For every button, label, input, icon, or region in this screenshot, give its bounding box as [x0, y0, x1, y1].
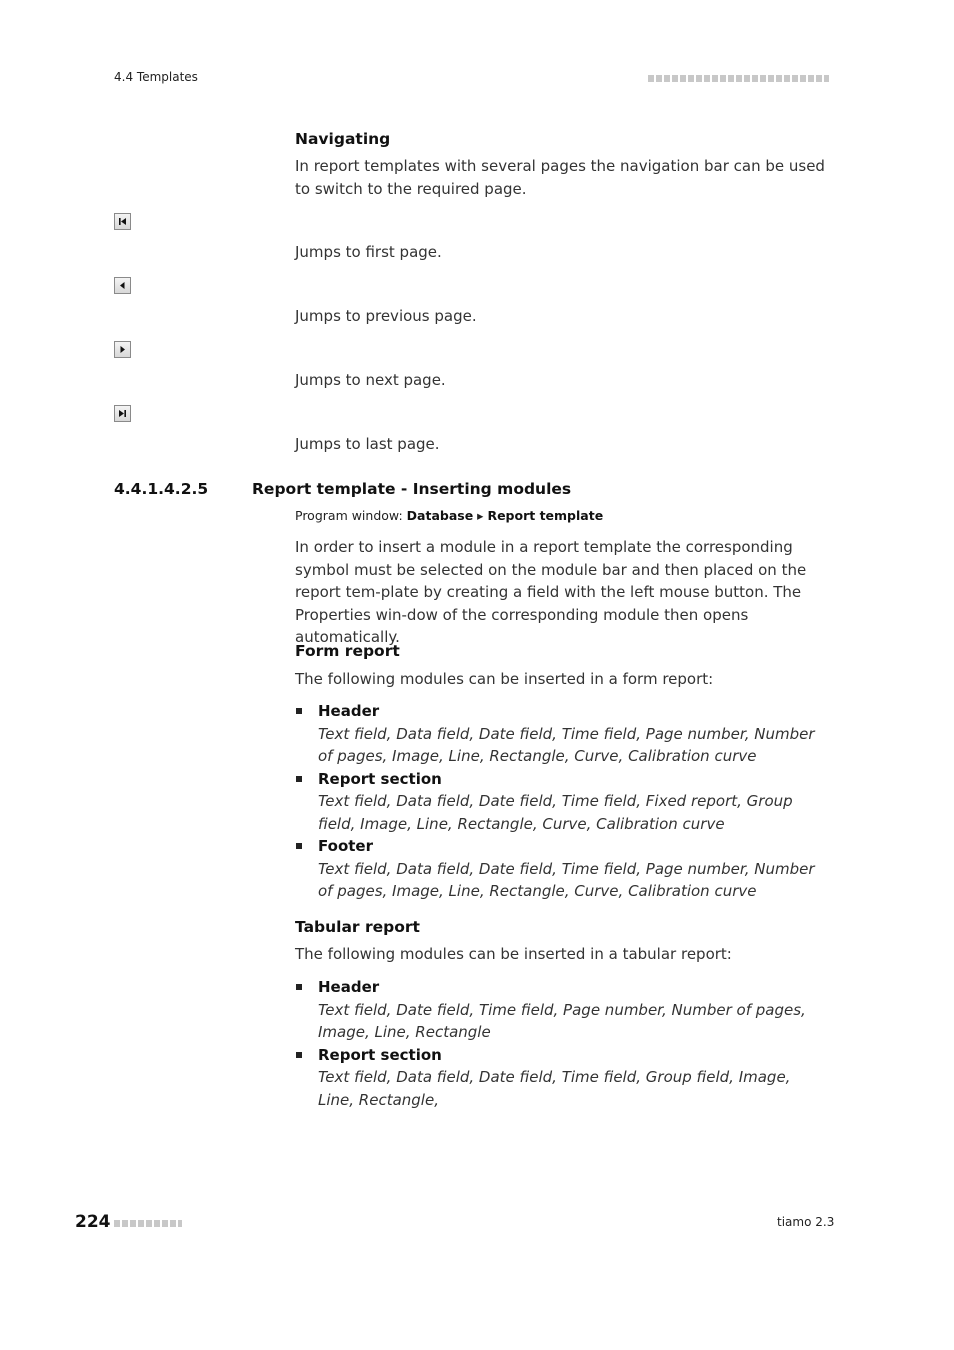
program-window-report-template: Report template — [487, 508, 604, 523]
list-item — [295, 976, 830, 1044]
bullet-icon — [296, 708, 302, 714]
list-item — [295, 1044, 830, 1112]
section-title: Report template - Inserting modules — [252, 480, 572, 498]
header-decoration — [648, 75, 829, 82]
next-page-icon[interactable] — [114, 341, 131, 358]
module-name: Footer — [318, 837, 373, 855]
form-report-intro: The following modules can be inserted in a form report: — [295, 670, 714, 688]
section-intro: In order to insert a module in a report template the corresponding symbol must be selected on the module bar and then placed on the report tem-plate by creating a field with the left mouse button. The Properties win-dow of the corresponding module then opens automatically. — [295, 538, 807, 646]
first-page-description: Jumps to first page. — [295, 243, 442, 261]
bullet-icon — [296, 843, 302, 849]
module-name: Header — [318, 702, 380, 720]
module-name: Report section — [318, 1045, 442, 1064]
last-page-description: Jumps to last page. — [295, 435, 440, 453]
previous-page-description: Jumps to previous page. — [295, 307, 477, 325]
bullet-icon — [296, 776, 302, 782]
program-window-path — [295, 508, 603, 523]
tabular-report-heading: Tabular report — [295, 918, 420, 936]
module-items: Text field, Data field, Date field, Time field, Page number, Number of pages, Image, Line, Rectangle, Curve, Calibration curve — [318, 724, 815, 765]
first-page-icon[interactable] — [114, 213, 131, 230]
list-item — [295, 700, 830, 768]
navigating-heading: Navigating — [295, 130, 391, 148]
tabular-report-intro: The following modules can be inserted in a tabular report: — [295, 945, 732, 963]
next-page-description: Jumps to next page. — [295, 371, 446, 389]
module-items: Text field, Data field, Date field, Time field, Page number, Number of pages, Image, Line, Rectangle, Curve, Calibration curve — [318, 859, 815, 900]
footer-decoration — [114, 1220, 182, 1227]
page-number: 224 — [75, 1212, 111, 1232]
bullet-icon — [296, 984, 302, 990]
tabular-report-module-list — [295, 976, 830, 1111]
path-separator: ▸ — [477, 508, 484, 523]
last-page-icon[interactable] — [114, 405, 131, 422]
list-item — [295, 835, 830, 903]
module-items: Text field, Data field, Date field, Time field, Group field, Image, Line, Rectangle, — [318, 1068, 791, 1109]
form-report-module-list — [295, 700, 830, 903]
list-item — [295, 768, 830, 836]
module-items: Text field, Data field, Date field, Time field, Fixed report, Group field, Image, Line, Rectangle, Curve, Calibration curve — [318, 792, 793, 833]
form-report-heading: Form report — [295, 642, 400, 660]
navigating-intro: In report templates with several pages the navigation bar can be used to switch to the required page. — [295, 157, 825, 198]
program-window-label: Program window: — [295, 508, 403, 523]
module-items: Text field, Date field, Time field, Page number, Number of pages, Image, Line, Rectangle — [318, 1000, 806, 1041]
running-header-section: 4.4 Templates — [114, 70, 198, 84]
product-name: tiamo 2.3 — [777, 1215, 835, 1229]
module-name: Report section — [318, 769, 442, 788]
section-number: 4.4.1.4.2.5 — [114, 480, 209, 498]
program-window-database: Database — [406, 508, 474, 523]
module-name: Header — [318, 978, 380, 996]
bullet-icon — [296, 1052, 302, 1058]
previous-page-icon[interactable] — [114, 277, 131, 294]
